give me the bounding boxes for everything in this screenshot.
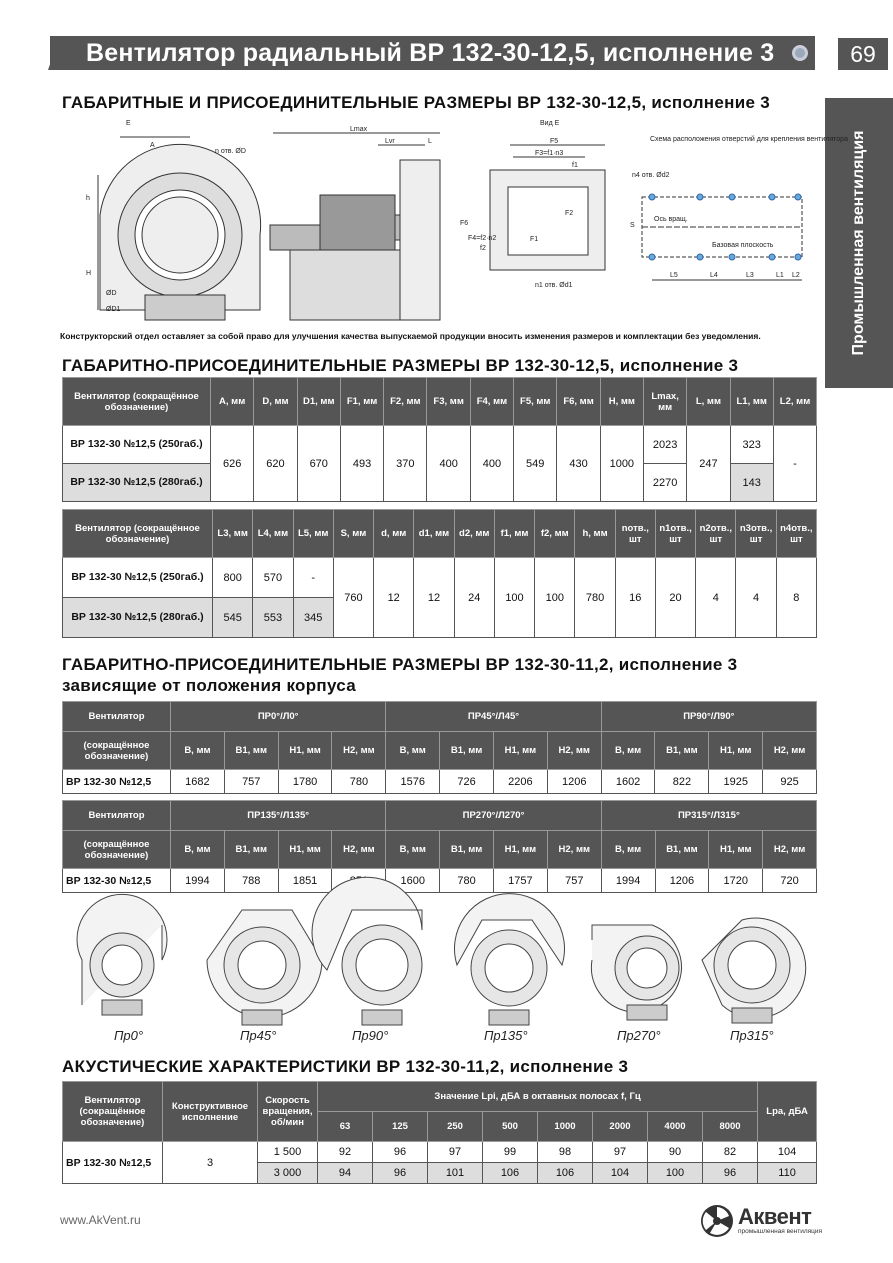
t1-cell: 370 — [384, 426, 427, 502]
t2-cell: 12 — [414, 558, 454, 638]
t2-row-name: ВР 132-30 №12,5 (250габ.) — [63, 558, 213, 598]
t1-cell: 549 — [514, 426, 557, 502]
t1-header-d1: D1, мм — [297, 378, 340, 426]
scheme-label-base: Базовая плоскость — [712, 242, 774, 249]
drawing-label-n1-hole: n1 отв. Ød1 — [535, 282, 573, 289]
drawing-label-f1: F1 — [530, 236, 539, 243]
t3b-cell: 757 — [547, 869, 601, 893]
t1-header-f4: F4, мм — [470, 378, 513, 426]
drawing-label-f1-small: f1 — [572, 162, 578, 169]
fan-diagram-pr45 — [207, 910, 322, 1025]
t1-header-lmax: Lmax, мм — [643, 378, 686, 426]
drawing-label-d: ØD — [106, 290, 117, 297]
position-table-b — [62, 800, 817, 893]
t3a-cell: 780 — [332, 770, 386, 794]
t4-freq: 500 — [483, 1112, 538, 1142]
brand-tagline: промышленная вентиляция — [738, 1228, 823, 1235]
t4-cell: 82 — [703, 1142, 758, 1163]
t3b-sub: В, мм — [171, 831, 225, 869]
t3a-cell: 2206 — [493, 770, 547, 794]
scheme-label-l2: L2 — [792, 272, 800, 279]
t2-cell: 760 — [333, 558, 373, 638]
t1-cell: 493 — [340, 426, 383, 502]
t3a-header-sub: (сокращённое обозначение) — [63, 732, 171, 770]
technical-drawing — [60, 115, 848, 330]
fan-diagram-pr0 — [77, 894, 167, 1015]
t4-cell: 92 — [318, 1142, 373, 1163]
position-label-pr0: Пр0° — [114, 1028, 144, 1043]
t4-cell: 90 — [648, 1142, 703, 1163]
t3a-sub: В1, мм — [440, 732, 494, 770]
t2-cell: 24 — [454, 558, 494, 638]
t3b-cell: 720 — [763, 869, 817, 893]
position-label-pr45: Пр45° — [240, 1028, 277, 1043]
drawing-label-e: E — [126, 120, 131, 127]
t4-cell: 97 — [428, 1142, 483, 1163]
t1-cell-l: 247 — [687, 426, 730, 502]
t3a-sub: Н1, мм — [709, 732, 763, 770]
t3a-header-name: Вентилятор — [63, 702, 171, 732]
t3a-group: ПР90°/Л90° — [601, 702, 816, 732]
t2-header-f2: f2, мм — [535, 510, 575, 558]
drawing-label-f4: F4=f2·n2 — [468, 235, 497, 242]
t1-header-a: A, мм — [211, 378, 254, 426]
t2-header-n: nотв., шт — [615, 510, 655, 558]
section-title-position: ГАБАРИТНО-ПРИСОЕДИНИТЕЛЬНЫЕ РАЗМЕРЫ ВР 132-30-11,2, исполнение 3 — [62, 655, 738, 674]
position-label-pr315: Пр315° — [730, 1028, 774, 1043]
position-label-pr270: Пр270° — [617, 1028, 661, 1043]
drawing-label-view-e: Вид E — [540, 120, 560, 127]
drawing-label-f2-small: f2 — [480, 245, 486, 252]
t1-header-l2: L2, мм — [773, 378, 816, 426]
t3a-sub: Н1, мм — [278, 732, 332, 770]
drawing-label-lvr: Lvr — [385, 138, 395, 145]
t3a-cell: 1576 — [386, 770, 440, 794]
t3a-cell: 1780 — [278, 770, 332, 794]
t3b-cell: 788 — [224, 869, 278, 893]
t4-lpa: 110 — [758, 1163, 817, 1184]
t3b-cell: 1206 — [655, 869, 709, 893]
drawing-label-f3: F3=f1·n3 — [535, 150, 564, 157]
t1-cell: 430 — [557, 426, 600, 502]
t1-header-f1: F1, мм — [340, 378, 383, 426]
brand-name: Аквент — [738, 1204, 812, 1229]
t4-freq: 1000 — [538, 1112, 593, 1142]
t1-cell-l1: 323 — [730, 426, 773, 464]
scheme-label-axis: Ось вращ. — [654, 216, 688, 223]
drawing-label-n-hole: n отв. ØD — [215, 148, 246, 155]
t2-cell: 100 — [494, 558, 534, 638]
position-diagrams — [62, 900, 822, 1045]
side-tab-label: Промышленная вентиляция — [850, 130, 867, 356]
t3a-cell: 1925 — [709, 770, 763, 794]
t4-freq: 63 — [318, 1112, 373, 1142]
gear-icon — [792, 45, 808, 61]
t1-header-h: H, мм — [600, 378, 643, 426]
fan-logo-icon — [700, 1204, 734, 1238]
t4-header-speed: Скорость вращения, об/мин — [258, 1082, 318, 1142]
t3a-group: ПР0°/Л0° — [171, 702, 386, 732]
t4-freq: 2000 — [593, 1112, 648, 1142]
t3b-sub: В1, мм — [440, 831, 494, 869]
t3b-cell: 1994 — [171, 869, 225, 893]
t4-cell: 101 — [428, 1163, 483, 1184]
position-label-pr135: Пр135° — [484, 1028, 528, 1043]
dimensions-table-1 — [62, 377, 817, 502]
t2-header-l3: L3, мм — [213, 510, 253, 558]
t2-header-s: S, мм — [333, 510, 373, 558]
t1-row-name: ВР 132-30 №12,5 (280габ.) — [63, 464, 211, 502]
t2-header-d2: d2, мм — [454, 510, 494, 558]
t4-cell: 96 — [373, 1163, 428, 1184]
t2-cell: 780 — [575, 558, 615, 638]
t4-cell: 99 — [483, 1142, 538, 1163]
t3b-sub: Н1, мм — [278, 831, 332, 869]
t4-cell: 106 — [538, 1163, 593, 1184]
t2-header-n2: n2отв., шт — [696, 510, 736, 558]
t2-cell-l3: 545 — [213, 598, 253, 638]
t1-header-f3: F3, мм — [427, 378, 470, 426]
t1-header-f5: F5, мм — [514, 378, 557, 426]
t3a-sub: В1, мм — [224, 732, 278, 770]
t2-cell: 8 — [776, 558, 816, 638]
drawing-label-H: H — [86, 270, 92, 277]
t4-speed: 3 000 — [258, 1163, 318, 1184]
t3b-cell: 1757 — [494, 869, 548, 893]
scheme-label-l4: L4 — [710, 272, 718, 279]
t2-cell-l5: 345 — [293, 598, 333, 638]
scheme-label-n4: n4 отв. Ød2 — [632, 172, 670, 179]
t3b-cell: 1994 — [601, 869, 655, 893]
t4-freq: 125 — [373, 1112, 428, 1142]
t3b-cell: 1720 — [709, 869, 763, 893]
t3a-sub: В, мм — [171, 732, 225, 770]
t2-cell-l3: 800 — [213, 558, 253, 598]
t2-header-n4: n4отв., шт — [776, 510, 816, 558]
t3a-sub: Н2, мм — [547, 732, 601, 770]
position-table-a — [62, 701, 817, 794]
t2-cell: 4 — [736, 558, 776, 638]
scheme-label-l5: L5 — [670, 272, 678, 279]
brand-logo — [700, 1200, 830, 1240]
t3b-sub: Н1, мм — [494, 831, 548, 869]
t1-cell: 400 — [470, 426, 513, 502]
scheme-label-l1: L1 — [776, 272, 784, 279]
t2-header-f1: f1, мм — [494, 510, 534, 558]
t1-cell: 670 — [297, 426, 340, 502]
page-header — [0, 0, 893, 67]
t3a-cell: 726 — [440, 770, 494, 794]
fan-diagram-pr135 — [455, 894, 565, 1025]
drawing-label-a: A — [150, 142, 155, 149]
section-title-dimensions: ГАБАРИТНЫЕ И ПРИСОЕДИНИТЕЛЬНЫЕ РАЗМЕРЫ ВР 132-30-12,5, исполнение 3 — [62, 93, 770, 112]
t3a-sub: В, мм — [601, 732, 655, 770]
t1-header-f6: F6, мм — [557, 378, 600, 426]
t3b-group: ПР315°/Л315° — [601, 801, 816, 831]
t3b-cell: 1600 — [386, 869, 440, 893]
t2-cell-l5: - — [293, 558, 333, 598]
t3b-sub: Н1, мм — [709, 831, 763, 869]
t3a-cell: 925 — [763, 770, 817, 794]
t4-cell: 94 — [318, 1163, 373, 1184]
drawing-label-f5: F5 — [550, 138, 559, 145]
drawing-label-d1: ØD1 — [106, 306, 121, 313]
drawing-label-f2: F2 — [565, 210, 574, 217]
fan-diagram-pr315 — [702, 918, 806, 1023]
t2-cell: 4 — [696, 558, 736, 638]
t4-cell: 96 — [703, 1163, 758, 1184]
section-title-overall: ГАБАРИТНО-ПРИСОЕДИНИТЕЛЬНЫЕ РАЗМЕРЫ ВР 132-30-12,5, исполнение 3 — [62, 356, 739, 375]
t4-header-lpa: Lpa, дБА — [758, 1082, 817, 1142]
t4-header-group: Значение Lpi, дБА в октавных полосах f, Гц — [318, 1082, 758, 1112]
t1-header-f2: F2, мм — [384, 378, 427, 426]
t3b-cell: 780 — [440, 869, 494, 893]
t1-cell: 620 — [254, 426, 297, 502]
t3a-cell: 1206 — [547, 770, 601, 794]
t4-freq: 250 — [428, 1112, 483, 1142]
section-title-acoustic: АКУСТИЧЕСКИЕ ХАРАКТЕРИСТИКИ ВР 132-30-11,2, исполнение 3 — [62, 1057, 629, 1076]
t2-header-n3: n3отв., шт — [736, 510, 776, 558]
t2-header-l4: L4, мм — [253, 510, 293, 558]
acoustic-table — [62, 1081, 817, 1184]
t2-header-d: d, мм — [374, 510, 414, 558]
t4-header-design: Конструктивное исполнение — [163, 1082, 258, 1142]
fan-diagram-pr90 — [312, 877, 422, 1025]
t2-header-name: Вентилятор (сокращённое обозначение) — [63, 510, 213, 558]
t2-cell-l4: 553 — [253, 598, 293, 638]
position-label-pr90: Пр90° — [352, 1028, 389, 1043]
scheme-title: Схема расположения отверстий для крепления вентилятора — [650, 136, 848, 143]
t2-header-n1: n1отв., шт — [655, 510, 695, 558]
t2-cell-l4: 570 — [253, 558, 293, 598]
t4-freq: 4000 — [648, 1112, 703, 1142]
t3b-sub: В, мм — [386, 831, 440, 869]
t2-header-l5: L5, мм — [293, 510, 333, 558]
t3b-sub: Н2, мм — [332, 831, 386, 869]
t4-cell: 106 — [483, 1163, 538, 1184]
t1-row-name: ВР 132-30 №12,5 (250габ.) — [63, 426, 211, 464]
t3b-group: ПР135°/Л135° — [171, 801, 386, 831]
t2-header-d1: d1, мм — [414, 510, 454, 558]
t3a-sub: Н2, мм — [332, 732, 386, 770]
t2-cell: 12 — [374, 558, 414, 638]
t3b-group: ПР270°/Л270° — [386, 801, 601, 831]
t4-header-fan: Вентилятор (сокращённое обозначение) — [63, 1082, 163, 1142]
t1-cell-l2: - — [773, 426, 816, 502]
t1-cell-lmax: 2023 — [643, 426, 686, 464]
t2-cell: 16 — [615, 558, 655, 638]
t3a-cell: 757 — [224, 770, 278, 794]
disclaimer-note: Конструкторский отдел оставляет за собой право для улучшения качества выпускаемой продукции вносить изменения размеров и комплектации без уведомления. — [60, 331, 761, 341]
drawing-label-lmax: Lmax — [350, 126, 368, 133]
fan-diagram-pr270 — [591, 925, 681, 1020]
section-subtitle-position: зависящие от положения корпуса — [62, 676, 357, 695]
t3a-row-name: ВР 132-30 №12,5 — [63, 770, 171, 794]
t4-cell: 104 — [593, 1163, 648, 1184]
t3b-header-sub: (сокращённое обозначение) — [63, 831, 171, 869]
t3b-row-name: ВР 132-30 №12,5 — [63, 869, 171, 893]
t4-cell: 96 — [373, 1142, 428, 1163]
t1-header-name: Вентилятор (сокращённое обозначение) — [63, 378, 211, 426]
t4-speed: 1 500 — [258, 1142, 318, 1163]
t1-cell: 626 — [211, 426, 254, 502]
t3b-sub: В1, мм — [224, 831, 278, 869]
t1-cell-lmax: 2270 — [643, 464, 686, 502]
t1-cell: 400 — [427, 426, 470, 502]
t4-fan-name: ВР 132-30 №12,5 — [63, 1142, 163, 1184]
t2-row-name: ВР 132-30 №12,5 (280габ.) — [63, 598, 213, 638]
t3a-sub: Н1, мм — [493, 732, 547, 770]
t3a-cell: 1602 — [601, 770, 655, 794]
t3a-cell: 1682 — [171, 770, 225, 794]
t1-header-l1: L1, мм — [730, 378, 773, 426]
dimensions-table-2 — [62, 509, 817, 638]
scheme-label-l3: L3 — [746, 272, 754, 279]
t3a-group: ПР45°/Л45° — [386, 702, 601, 732]
t3b-sub: Н2, мм — [547, 831, 601, 869]
t3b-sub: Н2, мм — [763, 831, 817, 869]
t3a-sub: Н2, мм — [763, 732, 817, 770]
t1-cell: 1000 — [600, 426, 643, 502]
t3a-sub: В1, мм — [655, 732, 709, 770]
t2-cell: 100 — [535, 558, 575, 638]
t3a-sub: В, мм — [386, 732, 440, 770]
drawing-label-l: L — [428, 138, 432, 145]
t4-lpa: 104 — [758, 1142, 817, 1163]
website-url: www.AkVent.ru — [60, 1213, 141, 1227]
page-title: Вентилятор радиальный ВР 132-30-12,5, исполнение 3 — [86, 39, 775, 67]
t3b-sub: В1, мм — [655, 831, 709, 869]
t2-cell: 20 — [655, 558, 695, 638]
t4-cell: 98 — [538, 1142, 593, 1163]
drawing-label-f6: F6 — [460, 220, 469, 227]
t4-cell: 97 — [593, 1142, 648, 1163]
drawing-label-h: h — [86, 195, 90, 202]
t3b-sub: В, мм — [601, 831, 655, 869]
page-number: 69 — [838, 38, 888, 70]
scheme-label-s: S — [630, 222, 635, 229]
t1-header-d: D, мм — [254, 378, 297, 426]
t3b-cell: 1851 — [278, 869, 332, 893]
t3a-cell: 822 — [655, 770, 709, 794]
t1-header-l: L, мм — [687, 378, 730, 426]
t4-design: 3 — [163, 1142, 258, 1184]
t1-cell-l1: 143 — [730, 464, 773, 502]
t2-header-h: h, мм — [575, 510, 615, 558]
t4-freq: 8000 — [703, 1112, 758, 1142]
t3b-header-name: Вентилятор — [63, 801, 171, 831]
t4-cell: 100 — [648, 1163, 703, 1184]
